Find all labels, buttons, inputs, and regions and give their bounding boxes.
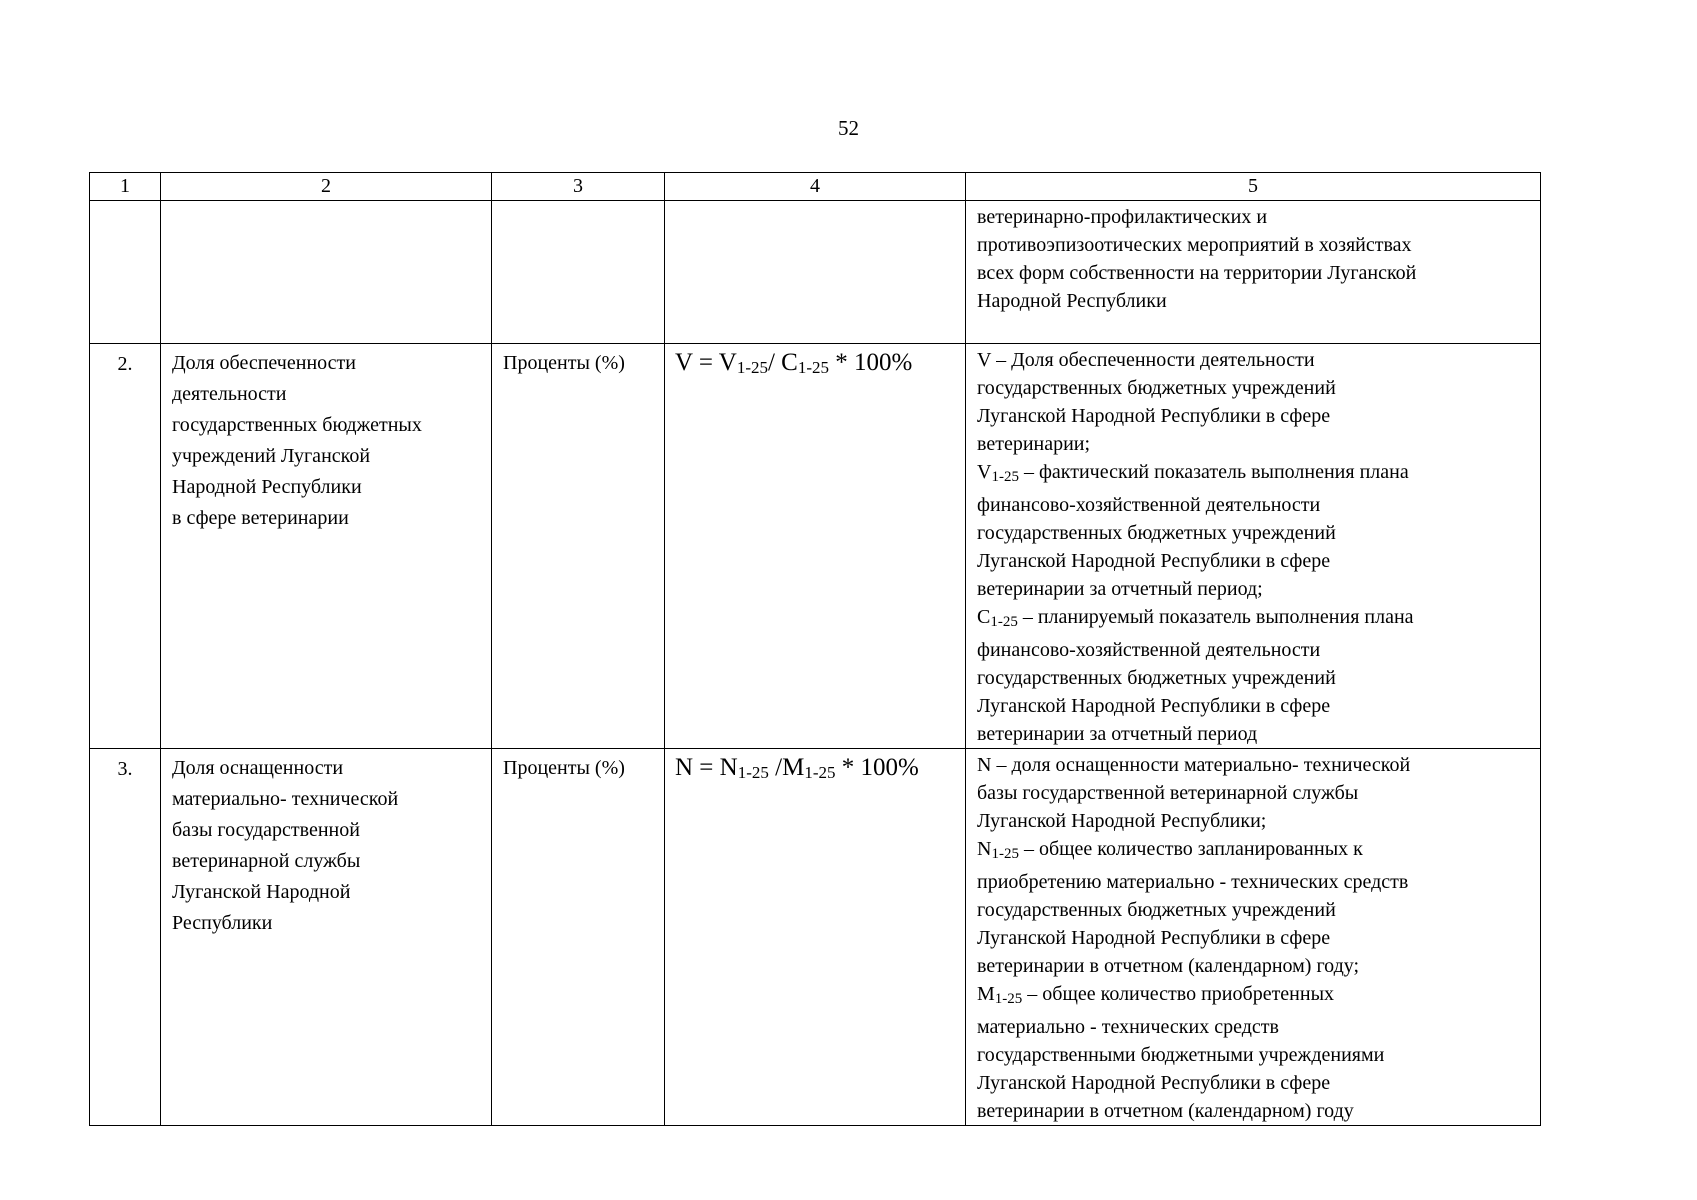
indicator-table: [89, 172, 1541, 1126]
cell-empty: [665, 201, 966, 344]
description-line: [977, 835, 1534, 868]
formula-subscript: 1-25: [797, 358, 830, 377]
description-line: ветеринарии за отчетный период;: [977, 578, 1263, 600]
description-line: государственных бюджетных учреждений: [977, 899, 1336, 921]
indicator-name-line: ветеринарной службы: [172, 850, 361, 872]
indicator-name-line: Республики: [172, 912, 273, 934]
variable-symbol: C: [977, 606, 991, 628]
variable-symbol: M: [977, 983, 995, 1005]
indicator-name-line: учреждений Луганской: [172, 445, 371, 467]
variable-subscript: 1-25: [991, 469, 1019, 485]
description-line: материально - технических средств: [977, 1016, 1279, 1038]
description-line: [977, 980, 1534, 1013]
description-line: ветеринарии в отчетном (календарном) году;: [977, 955, 1360, 977]
indicator-name-line: базы государственной: [172, 819, 360, 841]
formula-cell: [665, 749, 966, 1126]
variable-symbol: V: [977, 461, 992, 483]
cell-empty: [90, 201, 161, 344]
indicator-name-line: в сфере ветеринарии: [172, 507, 349, 529]
header-cell-2: 2: [161, 173, 492, 201]
page-number: 52: [838, 116, 859, 140]
indicator-name-cell: [161, 344, 492, 749]
description-line: приобретению материально - технических средств: [977, 871, 1409, 893]
variable-subscript: 1-25: [990, 614, 1018, 630]
description-line: Луганской Народной Республики в сфере: [977, 405, 1331, 427]
header-cell-5: 5: [966, 173, 1541, 201]
unit-cell: Проценты (%): [492, 344, 665, 749]
formula-part: * 100%: [829, 349, 913, 376]
cell-empty: [492, 201, 665, 344]
formula-subscript: 1-25: [737, 763, 769, 782]
header-cell-4: 4: [665, 173, 966, 201]
formula-part: /M: [768, 754, 805, 781]
description-line: [977, 458, 1534, 491]
description-text: – общее количество приобретенных: [1022, 983, 1335, 1005]
indicator-name-cell: [161, 749, 492, 1126]
formula-subscript: 1-25: [804, 763, 836, 782]
row-number: 3.: [90, 749, 161, 1126]
description-line: V – Доля обеспеченности деятельности: [977, 349, 1315, 371]
description-line: финансово-хозяйственной деятельности: [977, 494, 1321, 516]
description-line: Народной Республики: [977, 290, 1167, 312]
description-line: ветеринарии за отчетный период: [977, 723, 1258, 745]
formula-part: N = N: [675, 754, 738, 781]
description-line: N – доля оснащенности материально- технической: [977, 754, 1411, 776]
formula-cell: [665, 344, 966, 749]
formula-subscript: 1-25: [736, 358, 768, 377]
description-line: [977, 603, 1534, 636]
indicator-name-line: Доля обеспеченности: [172, 352, 356, 374]
description-line: ветеринарно-профилактических и: [977, 206, 1268, 228]
table-row: [90, 749, 1541, 1126]
description-line: Луганской Народной Республики в сфере: [977, 927, 1331, 949]
table-header-row: [90, 173, 1541, 201]
description-line: ветеринарии;: [977, 433, 1091, 455]
indicator-name-line: государственных бюджетных: [172, 414, 422, 436]
description-line: Луганской Народной Республики в сфере: [977, 550, 1331, 572]
description-line: Луганской Народной Республики в сфере: [977, 695, 1331, 717]
indicator-name-line: материально- технической: [172, 788, 399, 810]
indicator-name-line: Луганской Народной: [172, 881, 351, 903]
row-number: 2.: [90, 344, 161, 749]
description-line: Луганской Народной Республики;: [977, 810, 1267, 832]
description-line: Луганской Народной Республики в сфере: [977, 1072, 1331, 1094]
description-text: – планируемый показатель выполнения плана: [1017, 606, 1414, 628]
description-text: – общее количество запланированных к: [1018, 838, 1363, 860]
description-cell: [966, 201, 1541, 344]
formula-part: / C: [767, 349, 798, 376]
variable-symbol: N: [977, 838, 992, 860]
description-line: ветеринарии в отчетном (календарном) году: [977, 1100, 1354, 1122]
description-line: государственными бюджетными учреждениями: [977, 1044, 1385, 1066]
indicator-name-line: Доля оснащенности: [172, 757, 344, 779]
formula-part: * 100%: [835, 754, 919, 781]
indicator-name-line: деятельности: [172, 383, 287, 405]
description-line: финансово-хозяйственной деятельности: [977, 639, 1321, 661]
description-line: базы государственной ветеринарной службы: [977, 782, 1359, 804]
cell-empty: [161, 201, 492, 344]
description-line: государственных бюджетных учреждений: [977, 522, 1336, 544]
description-line: противоэпизоотических мероприятий в хозяйствах: [977, 234, 1412, 256]
formula-part: V = V: [675, 349, 737, 376]
header-cell-3: 3: [492, 173, 665, 201]
description-cell: [966, 749, 1541, 1126]
description-line: государственных бюджетных учреждений: [977, 377, 1336, 399]
description-text: – фактический показатель выполнения плана: [1018, 461, 1409, 483]
table-row-continued: [90, 201, 1541, 344]
variable-subscript: 1-25: [994, 991, 1023, 1007]
unit-cell: Проценты (%): [492, 749, 665, 1126]
variable-subscript: 1-25: [991, 846, 1019, 862]
table-row: [90, 344, 1541, 749]
description-cell: [966, 344, 1541, 749]
description-line: всех форм собственности на территории Луганской: [977, 262, 1417, 284]
header-cell-1: 1: [90, 173, 161, 201]
description-line: государственных бюджетных учреждений: [977, 667, 1336, 689]
indicator-name-line: Народной Республики: [172, 476, 362, 498]
